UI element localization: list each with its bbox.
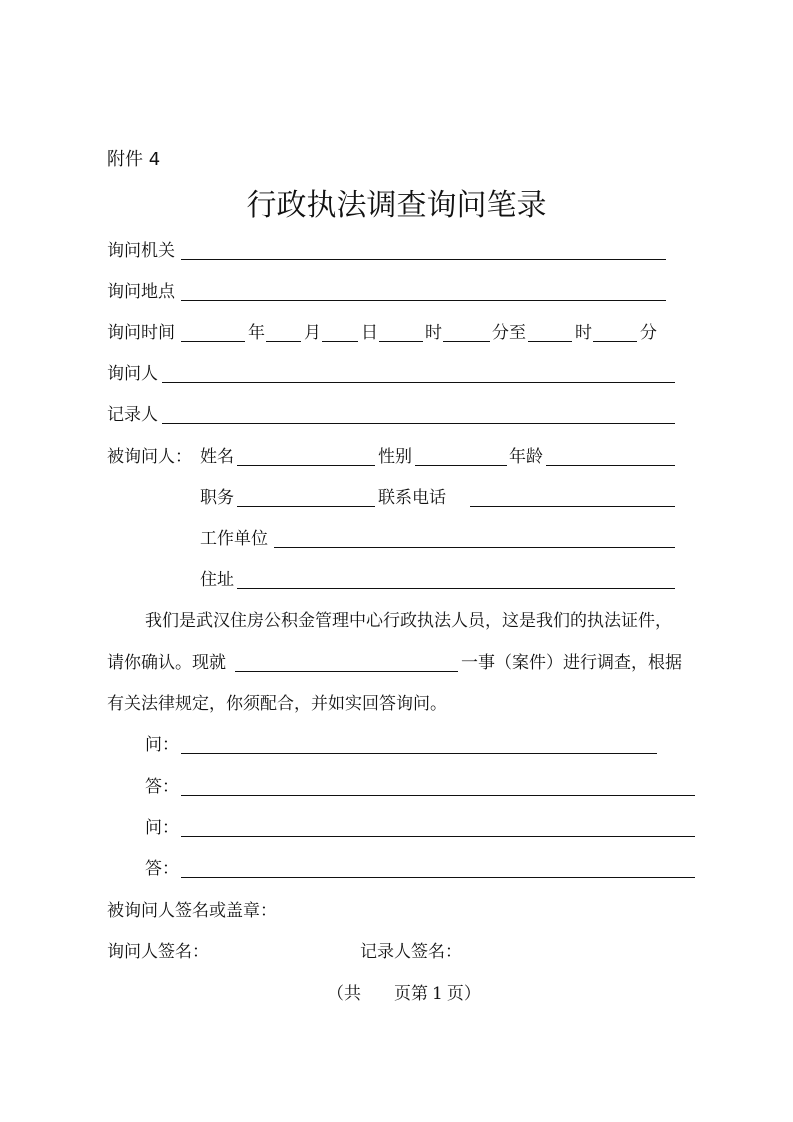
time-hour2-field[interactable]	[528, 341, 572, 342]
workplace-label: 工作单位	[200, 529, 268, 549]
time-minute-to-label: 分至	[492, 323, 526, 343]
page-footer-middle: 页第	[394, 984, 428, 1004]
time-hour2-label: 时	[575, 323, 592, 343]
attachment-label: 附件 4	[107, 149, 161, 170]
recorder-field[interactable]	[162, 423, 675, 424]
address-field[interactable]	[237, 588, 675, 589]
intro-line-3: 有关法律规定，你须配合，并如实回答询问。	[107, 694, 447, 714]
page-footer-suffix: 页）	[446, 984, 481, 1004]
page-title: 行政执法调查询问笔录	[246, 188, 547, 223]
gender-label: 性别	[378, 447, 412, 467]
intro-line-2-prefix: 请你确认。现就	[107, 653, 226, 673]
page-number: 1	[432, 984, 443, 1004]
answer-label: 答：	[145, 859, 179, 879]
age-field[interactable]	[546, 465, 675, 466]
time-minute-field[interactable]	[443, 341, 490, 342]
phone-field[interactable]	[470, 506, 675, 507]
agency-field[interactable]	[181, 259, 666, 260]
recorder-signature-label: 记录人签名：	[360, 942, 462, 962]
time-day-field[interactable]	[322, 341, 358, 342]
time-year-field[interactable]	[181, 341, 245, 342]
age-label: 年龄	[509, 447, 543, 467]
interrogator-signature-label: 询问人签名：	[107, 942, 209, 962]
question-field[interactable]	[181, 836, 695, 837]
question-label: 问：	[145, 735, 179, 755]
intro-line-1: 我们是武汉住房公积金管理中心行政执法人员，这是我们的执法证件，	[145, 611, 672, 631]
interrogator-label: 询问人	[107, 364, 158, 384]
time-label: 询问时间	[107, 323, 175, 343]
phone-label: 联系电话	[378, 488, 446, 508]
position-label: 职务	[200, 488, 234, 508]
case-field[interactable]	[235, 671, 458, 672]
address-label: 住址	[200, 570, 234, 590]
time-year-label: 年	[248, 323, 265, 343]
workplace-field[interactable]	[274, 547, 675, 548]
agency-label: 询问机关	[107, 241, 175, 261]
interviewee-signature-label: 被询问人签名或盖章：	[107, 901, 277, 921]
time-month-label: 月	[304, 323, 321, 343]
location-field[interactable]	[181, 300, 666, 301]
interrogator-field[interactable]	[162, 382, 675, 383]
position-field[interactable]	[237, 506, 375, 507]
time-day-label: 日	[361, 323, 378, 343]
gender-field[interactable]	[415, 465, 507, 466]
intro-line-2-suffix: 一事（案件）进行调查，根据	[461, 653, 682, 673]
interviewee-label: 被询问人：	[107, 447, 192, 467]
name-field[interactable]	[237, 465, 375, 466]
time-month-field[interactable]	[266, 341, 301, 342]
name-label: 姓名	[200, 447, 234, 467]
answer-label: 答：	[145, 777, 179, 797]
time-hour-field[interactable]	[379, 341, 423, 342]
question-field[interactable]	[181, 753, 657, 754]
question-label: 问：	[145, 818, 179, 838]
answer-field[interactable]	[181, 877, 695, 878]
page-footer-prefix: （共	[327, 984, 361, 1004]
location-label: 询问地点	[107, 282, 175, 302]
page-footer	[327, 983, 481, 1005]
answer-field[interactable]	[181, 795, 695, 796]
time-minute2-label: 分	[640, 323, 657, 343]
time-minute2-field[interactable]	[593, 341, 637, 342]
time-hour-label: 时	[425, 323, 442, 343]
recorder-label: 记录人	[107, 405, 158, 425]
